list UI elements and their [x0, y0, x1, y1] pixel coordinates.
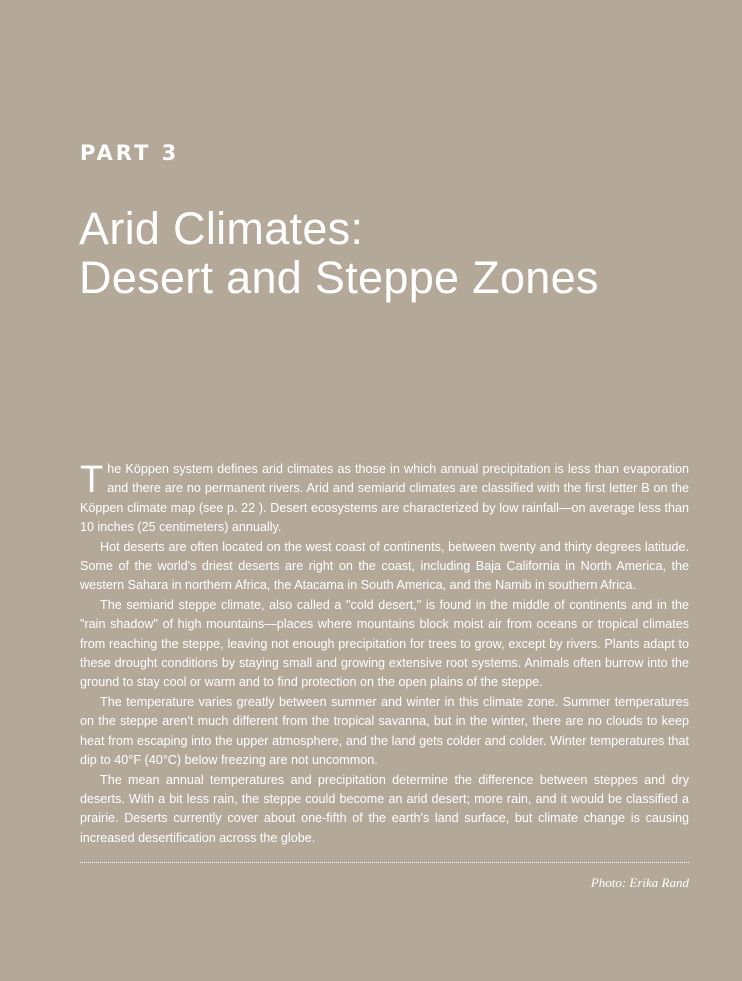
drop-cap: T: [80, 459, 104, 501]
chapter-title-line-2: Desert and Steppe Zones: [79, 252, 599, 303]
paragraph-3: The semiarid steppe climate, also called a "cold desert," is found in the middle of continents and in the "rain shadow" of high mountains—places where mountains block moist air from oceans or tropical climates from reaching the steppe, leaving not enough precipitation for trees to grow, except by rivers. Plants adapt to these drought conditions by staying small and growing extensive root systems. Animals often burrow into the ground to stay cool or warm and to find protection on the open plains of the steppe.: [80, 597, 689, 690]
paragraph-5: The mean annual temperatures and precipitation determine the difference between steppes and dry deserts. With a bit less rain, the steppe could become an arid desert; more rain, and it would be classified a prairie. Deserts currently cover about one-fifth of the earth's land surface, but climate change is causing increased desertification across the globe.: [80, 772, 689, 845]
photo-credit: Photo: Erika Rand: [590, 875, 689, 890]
dotted-divider: [80, 862, 689, 863]
paragraph-1: [80, 460, 689, 538]
paragraph-2: Hot deserts are often located on the west coast of continents, between twenty and thirty degrees latitude. Some of the world's driest deserts are right on the coast, including Baja California in North America, the western Sahara in northern Africa, the Atacama in South America, and the Namib in southern Africa.: [80, 539, 689, 593]
chapter-title: [79, 204, 599, 302]
paragraph-1-text: he Köppen system defines arid climates as those in which annual precipitation is less than evaporation and there are no permanent rivers. Arid and semiarid climates are classified with the first letter B on the Köppen climate map (see p. 22 ). Desert ecosystems are characterized by low rainfall—on average less than 10 inches (25 centimeters) annually.: [80, 462, 689, 535]
body-text: [80, 460, 689, 848]
paragraph-4: The temperature varies greatly between summer and winter in this climate zone. Summer temperatures on the steppe aren't much different from the tropical savanna, but in the winter, there are no clouds to keep heat from escaping into the upper atmosphere, and the land gets colder and colder. Winter temperatures that dip to 40°F (40°C) below freezing are not uncommon.: [80, 694, 689, 768]
chapter-title-line-1: Arid Climates:: [79, 203, 364, 254]
part-label: PART 3: [80, 141, 180, 165]
